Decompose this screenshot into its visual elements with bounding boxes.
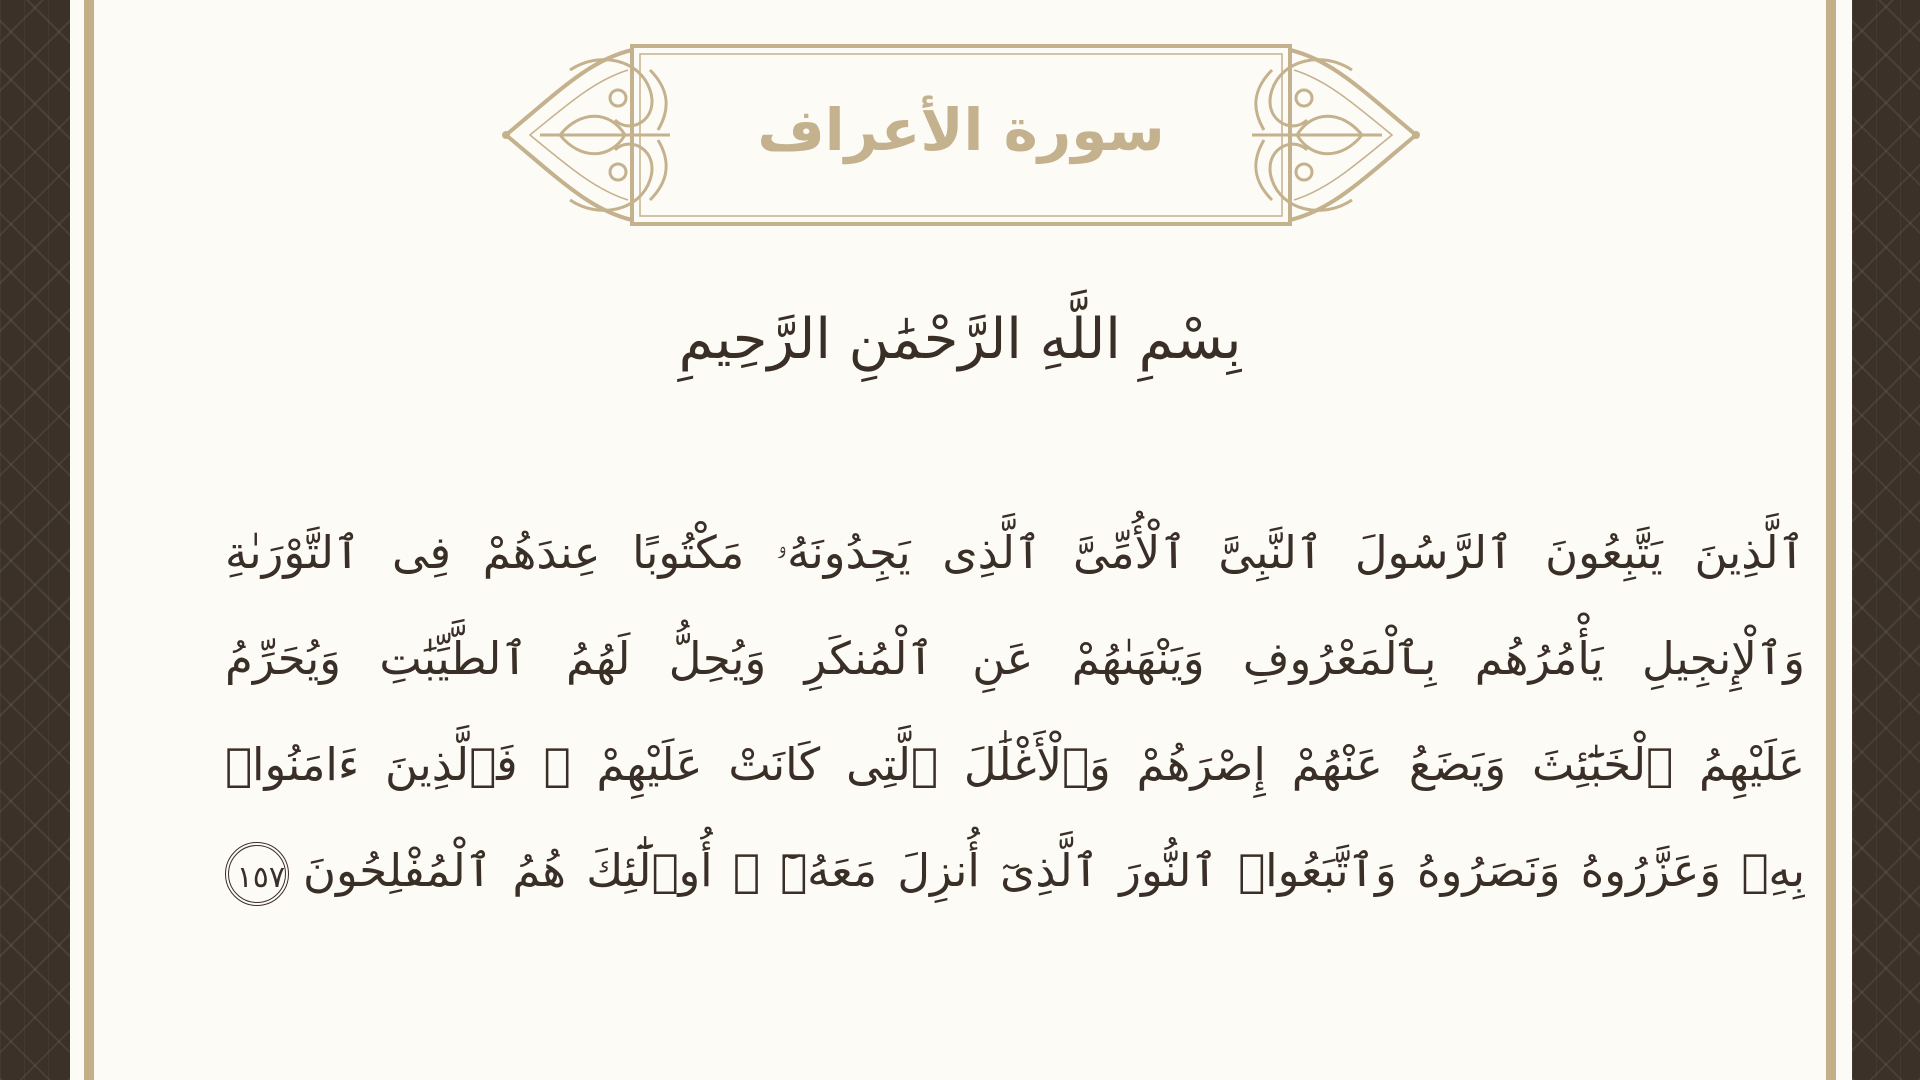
verse-line-1: ٱلَّذِينَ يَتَّبِعُونَ ٱلرَّسُولَ ٱلنَّبِىَّ ٱلْأُمِّىَّ ٱلَّذِى يَجِدُونَهُۥ مَكْتُوبًا عِندَهُمْ فِى ٱلتَّوْرَىٰةِ <box>225 526 1805 579</box>
verse-line-2: وَٱلْإِنجِيلِ يَأْمُرُهُم بِٱلْمَعْرُوفِ وَيَنْهَىٰهُمْ عَنِ ٱلْمُنكَرِ وَيُحِلُّ لَهُمُ ٱلطَّيِّبَٰتِ وَيُحَرِّمُ <box>225 632 1805 685</box>
verse-line-4-text: بِهِۦ وَعَزَّرُوهُ وَنَصَرُوهُ وَٱتَّبَعُوا۟ ٱلنُّورَ ٱلَّذِىٓ أُنزِلَ مَعَهُۥٓ ۙ أُو۟لَٰٓئِكَ هُمُ ٱلْمُفْلِحُونَ <box>303 844 1805 897</box>
basmala-calligraphy: بِسْمِ اللَّهِ الرَّحْمَٰنِ الرَّحِيمِ <box>678 307 1242 372</box>
left-pattern-border <box>0 0 70 1080</box>
left-gold-rule <box>84 0 94 1080</box>
verse-line-3: عَلَيْهِمُ ٱلْخَبَٰٓئِثَ وَيَضَعُ عَنْهُمْ إِصْرَهُمْ وَٱلْأَغْلَٰلَ ٱلَّتِى كَانَتْ عَلَيْهِمْ ۚ فَٱلَّذِينَ ءَامَنُوا۟ <box>225 738 1805 791</box>
verse-number-badge: ١٥٧ <box>225 842 289 906</box>
verse-line-4 <box>225 818 1805 924</box>
surah-title-frame <box>500 40 1422 230</box>
surah-title: سورة الأعراف <box>757 96 1165 164</box>
verse-text <box>225 500 1805 924</box>
right-gold-rule <box>1826 0 1836 1080</box>
right-pattern-border <box>1852 0 1920 1080</box>
